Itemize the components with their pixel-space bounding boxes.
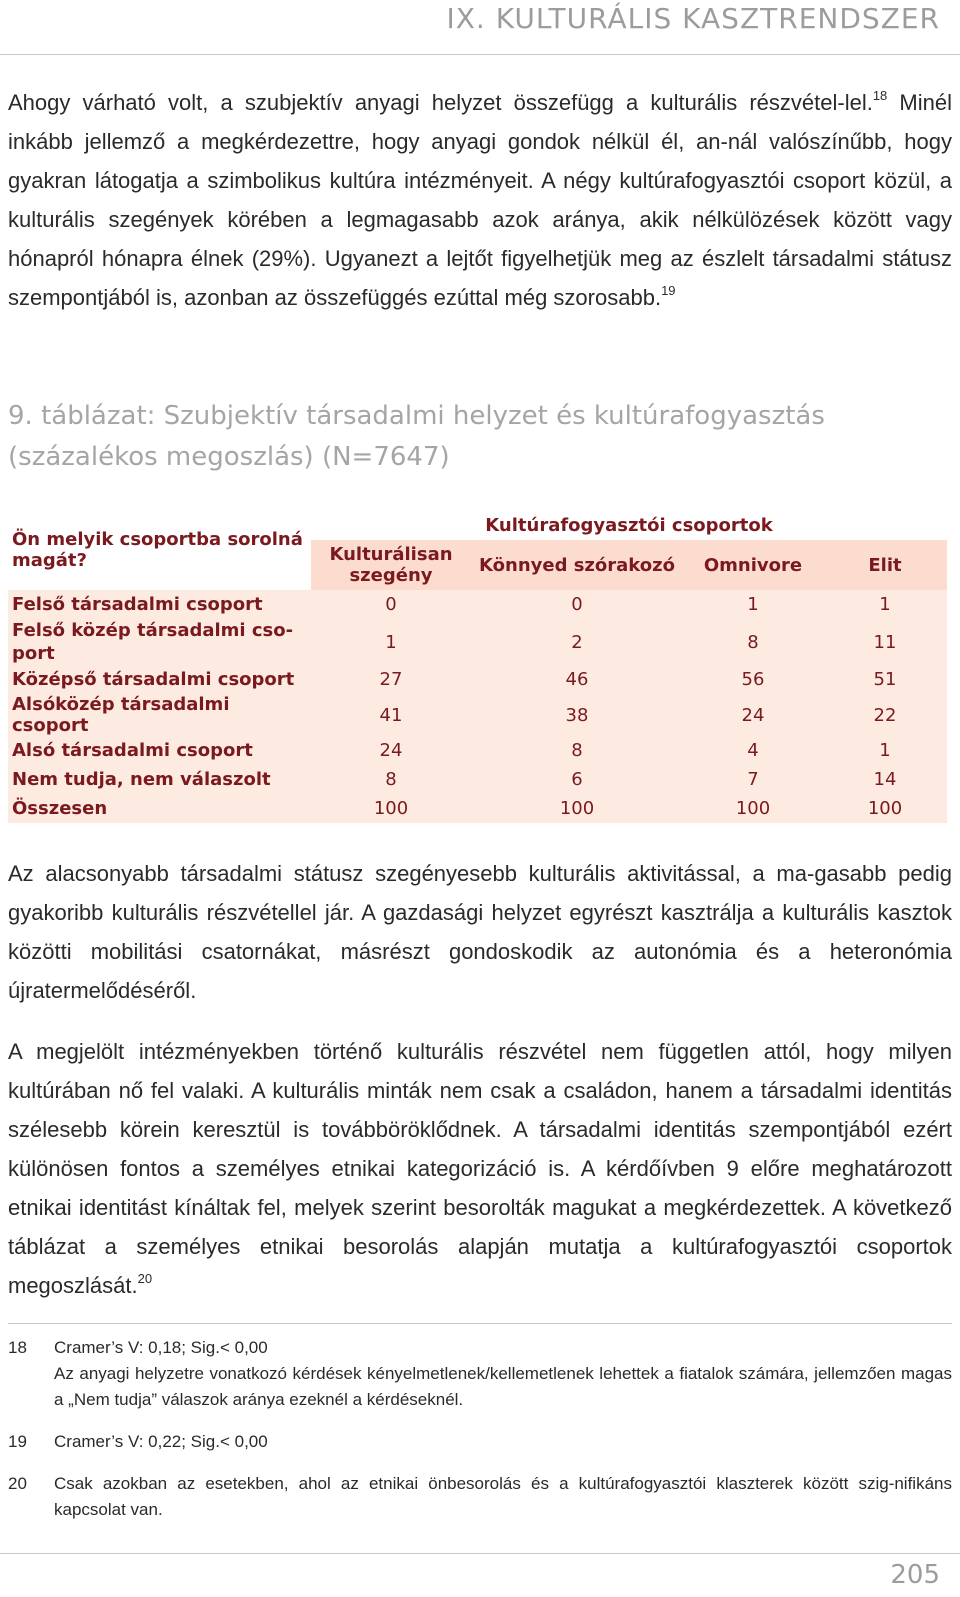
cell: 2 (471, 619, 683, 665)
footnote-ref-20[interactable]: 20 (137, 1271, 153, 1286)
data-table (8, 510, 947, 818)
page-number: 205 (890, 1560, 940, 1590)
cell: 4 (683, 736, 823, 765)
footnote-ref-18[interactable]: 18 (872, 88, 888, 103)
row-label: Összesen (8, 794, 311, 823)
table-row (8, 765, 947, 794)
table-row (8, 736, 947, 765)
cell: 100 (471, 794, 683, 823)
footnote-ref-19[interactable]: 19 (661, 283, 676, 298)
row-label: Nem tudja, nem válaszolt (8, 765, 311, 794)
chapter-title: IX. KULTURÁLIS KASZTRENDSZER (446, 2, 940, 35)
cell: 56 (683, 665, 823, 694)
footer-divider (0, 1553, 960, 1554)
paragraph-2: Az alacsonyabb társadalmi státusz szegényesebb kulturális aktivitással, a ma-gasabb pedig gyakoribb kulturális részvétellel jár. A gazdasági helyzet egyrészt kasztrálja a kulturális kasztok közötti mobilitási csatornákat, másrészt gondoskodik az autonómia és a heteronómia újratermelődéséről. (8, 861, 952, 1003)
cell: 100 (683, 794, 823, 823)
col-header-kulturalisan-szegeny: Kulturálisan szegény (311, 540, 471, 590)
footnote-number: 19 (8, 1432, 27, 1451)
header-divider (0, 54, 960, 55)
footnote-number: 20 (8, 1474, 27, 1493)
footnote-line: Az anyagi helyzetre vonatkozó kérdések kényelmetlenek/kellemetlenek lehettek a fiatalok számára, jellemzően magas a „Nem tudja” válaszok aránya ezeknél a kérdéseknél. (54, 1364, 952, 1409)
col-header-omnivore: Omnivore (683, 540, 823, 590)
cell: 1 (823, 590, 947, 619)
cell: 8 (683, 619, 823, 665)
cell: 8 (311, 765, 471, 794)
cell: 100 (823, 794, 947, 823)
cell: 1 (823, 736, 947, 765)
footnote-line: Csak azokban az esetekben, ahol az etnikai önbesorolás és a kultúrafogyasztói klaszterek között szig-nifikáns kapcsolat van. (54, 1474, 952, 1519)
cell: 8 (471, 736, 683, 765)
table-row-total (8, 794, 947, 823)
cell: 51 (823, 665, 947, 694)
row-label: Középső társadalmi csoport (8, 665, 311, 694)
footnote-number: 18 (8, 1338, 27, 1357)
row-label: Felső társadalmi csoport (8, 590, 311, 619)
cell: 100 (311, 794, 471, 823)
cell: 22 (823, 694, 947, 736)
cell: 7 (683, 765, 823, 794)
table-row (8, 590, 947, 619)
cell: 41 (311, 694, 471, 736)
group-header: Kultúrafogyasztói csoportok (311, 510, 947, 540)
cell: 0 (471, 590, 683, 619)
corner-header: Ön melyik csoportba sorolná magát? (8, 510, 311, 590)
footnote-line: Cramer’s V: 0,18; Sig.< 0,00 (54, 1338, 268, 1357)
row-label: Felső közép társadalmi cso-port (8, 619, 311, 665)
cell: 24 (683, 694, 823, 736)
cell: 38 (471, 694, 683, 736)
footnote-divider (8, 1323, 952, 1324)
cell: 24 (311, 736, 471, 765)
cell: 1 (311, 619, 471, 665)
paragraph-1-text: Ahogy várható volt, a szubjektív anyagi helyzet összefügg a kulturális részvétel-lel. (8, 90, 873, 115)
cell: 6 (471, 765, 683, 794)
table-row (8, 665, 947, 694)
row-label: Alsó társadalmi csoport (8, 736, 311, 765)
footnote-line: Cramer’s V: 0,22; Sig.< 0,00 (54, 1432, 268, 1451)
cell: 11 (823, 619, 947, 665)
cell: 46 (471, 665, 683, 694)
paragraph-3-text: A megjelölt intézményekben történő kulturális részvétel nem független attól, hogy milyen kultúrában nő fel valaki. A kulturális minták nem csak a családon, hanem a társadalmi identitás szélesebb körein keresztül is továbböröklődnek. A társadalmi identitás szempontjából ezért különösen fontos a személyes etnikai kategorizáció is. A kérdőívben 9 előre meghatározott etnikai identitást kínáltak fel, melyek szerint besorolták magukat a megkérdezettek. A következő táblázat a személyes etnikai besorolás alapján mutatja a kultúrafogyasztói csoportok megoszlását. (8, 1039, 952, 1298)
cell: 1 (683, 590, 823, 619)
paragraph-1 (8, 83, 952, 317)
row-label: Alsóközép társadalmi csoport (8, 694, 311, 736)
cell: 0 (311, 590, 471, 619)
table-row (8, 619, 947, 665)
culture-table (8, 510, 947, 823)
col-header-elit: Elit (823, 540, 947, 590)
paragraph-1-text-cont: Minél inkább jellemző a megkérdezettre, hogy anyagi gondok nélkül él, an-nál valószínűbb, hogy gyakran látogatja a szimbolikus kultúra intézményeit. A négy kultúrafogyasztói csoport közül, a kulturális szegények körében a legmagasabb azok aránya, akik nélkülözések között vagy hónapról hónapra élnek (29%). Ugyanezt a lejtőt figyelhetjük meg az észlelt társadalmi státusz szempontjából is, azonban az összefüggés ezúttal még szorosabb. (8, 90, 952, 310)
cell: 14 (823, 765, 947, 794)
cell: 27 (311, 665, 471, 694)
col-header-konnyed-szorakozo: Könnyed szórakozó (471, 540, 683, 590)
paragraph-3 (8, 1032, 952, 1305)
table-caption: 9. táblázat: Szubjektív társadalmi helyzet és kultúrafogyasztás (százalékos megoszlás) (N=7647) (8, 401, 825, 472)
table-row (8, 694, 947, 736)
